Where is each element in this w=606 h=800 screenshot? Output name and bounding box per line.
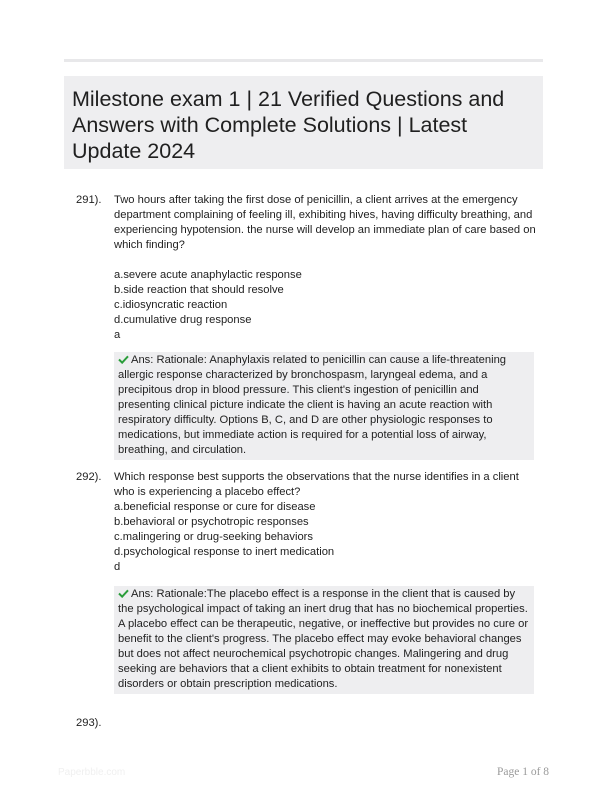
option-item: d.cumulative drug response [114, 314, 252, 326]
title-banner [64, 76, 543, 169]
answer-rationale-box [114, 586, 534, 694]
options-list [114, 268, 539, 343]
rationale-text: Ans: Rationale:The placebo effect is a response in the client that is caused by the psychological impact of taking an inert drug that has no biochemical properties. A placebo effect can be therapeutic, negative, or ineffective but provides no cure or benefit to the client's progress. The placebo effect may evoke behavioral changes but does not affect neurochemical psychotropic changes. Malingering and drug seeking are behaviors that a client exhibits to obtain treatment for nonexistent disorders or obtain prescription medications. [118, 588, 529, 690]
top-divider [64, 59, 543, 62]
question-number: 292). [76, 471, 102, 483]
option-item: c.idiosyncratic reaction [114, 299, 228, 311]
question-block [114, 193, 539, 343]
question-text: Which response best supports the observations that the nurse identifies in a client who is experiencing a placebo effect? [114, 471, 519, 498]
answer-letter: d [114, 561, 121, 573]
option-item: a.severe acute anaphylactic response [114, 269, 302, 281]
answer-letter: a [114, 329, 121, 341]
question-number: 293). [76, 717, 102, 729]
question-block [114, 470, 539, 575]
answer-rationale-box [114, 352, 534, 460]
option-item: b.side reaction that should resolve [114, 284, 284, 296]
option-item: c.malingering or drug-seeking behaviors [114, 531, 313, 543]
check-icon [118, 589, 129, 598]
page-indicator: Page 1 of 8 [497, 766, 550, 778]
document-title: Milestone exam 1 | 21 Verified Questions and Answers with Complete Solutions | Latest Update 2024 [72, 87, 505, 163]
options-list [114, 500, 539, 575]
question-number: 291). [76, 194, 102, 206]
option-item: d.psychological response to inert medication [114, 546, 335, 558]
question-text: Two hours after taking the first dose of penicillin, a client arrives at the emergency department complaining of feeling ill, exhibiting hives, having difficulty breathing, and experiencing hypotension. the nurse will develop an immediate plan of care based on which finding? [114, 194, 536, 251]
option-item: b.behavioral or psychotropic responses [114, 516, 309, 528]
option-item: a.beneficial response or cure for disease [114, 501, 316, 513]
check-icon [118, 355, 129, 364]
rationale-text: Ans: Rationale: Anaphylaxis related to penicillin can cause a life-threatening allergic response characterized by bronchospasm, laryngeal edema, and a precipitous drop in blood pressure. This client's ingestion of penicillin and presenting clinical picture indicate the client is having an acute reaction with respiratory difficulty. Options B, C, and D are other physiologic responses to medications, but immediate action is required for a potential loss of airway, breathing, and circulation. [118, 354, 507, 456]
footer-watermark: Paperbble.com [58, 767, 126, 778]
